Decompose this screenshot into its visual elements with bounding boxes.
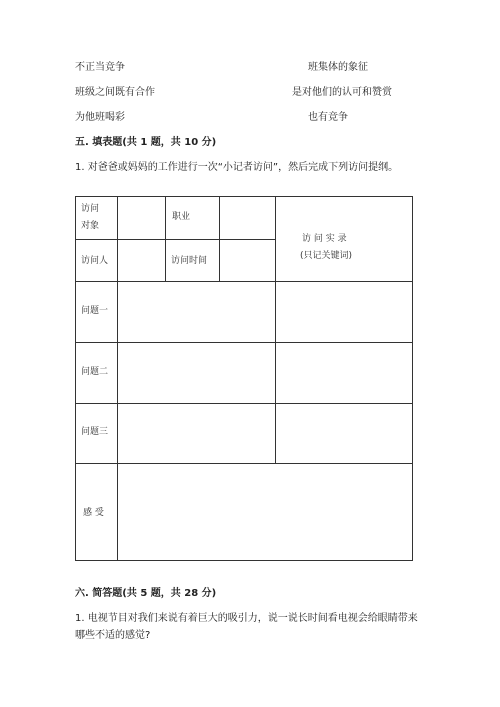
match-left-2: 班级之间既有合作 [75,87,155,98]
match-right-2: 是对他们的认可和赞赏 [292,87,392,98]
label-feeling: 感 受 [83,508,104,518]
table-border [76,197,413,561]
label-q2: 问题二 [81,367,109,377]
label-record-note: (只记关键词) [300,251,353,261]
label-q3: 问题三 [81,427,109,437]
section5-question: 1. 对爸爸或妈妈的工作进行一次“小记者访问”，然后完成下列访问提纲。 [75,162,399,173]
label-record-title: 访 问 实 录 [302,234,347,244]
label-job: 职业 [172,212,191,222]
match-right-3: 也有竞争 [308,112,348,123]
section6-heading: 六. 简答题(共 5 题，共 28 分) [75,588,217,599]
label-time: 访问时间 [171,256,208,266]
label-object-line2: 对象 [81,221,100,231]
match-left-3: 为他班喝彩 [75,112,125,123]
label-interviewer: 访问人 [81,256,109,266]
section6-question-line1: 1. 电视节目对我们来说有着巨大的吸引力，说一说长时间看电视会给眼睛带来 [75,613,418,624]
section6-question-line2: 哪些不适的感觉? [75,630,151,641]
match-left-1: 不正当竞争 [75,62,125,73]
label-object-line1: 访问 [81,204,100,214]
section5-heading: 五. 填表题(共 1 题，共 10 分) [75,137,217,148]
match-right-1: 班集体的象征 [308,62,368,73]
label-q1: 问题一 [81,306,109,316]
